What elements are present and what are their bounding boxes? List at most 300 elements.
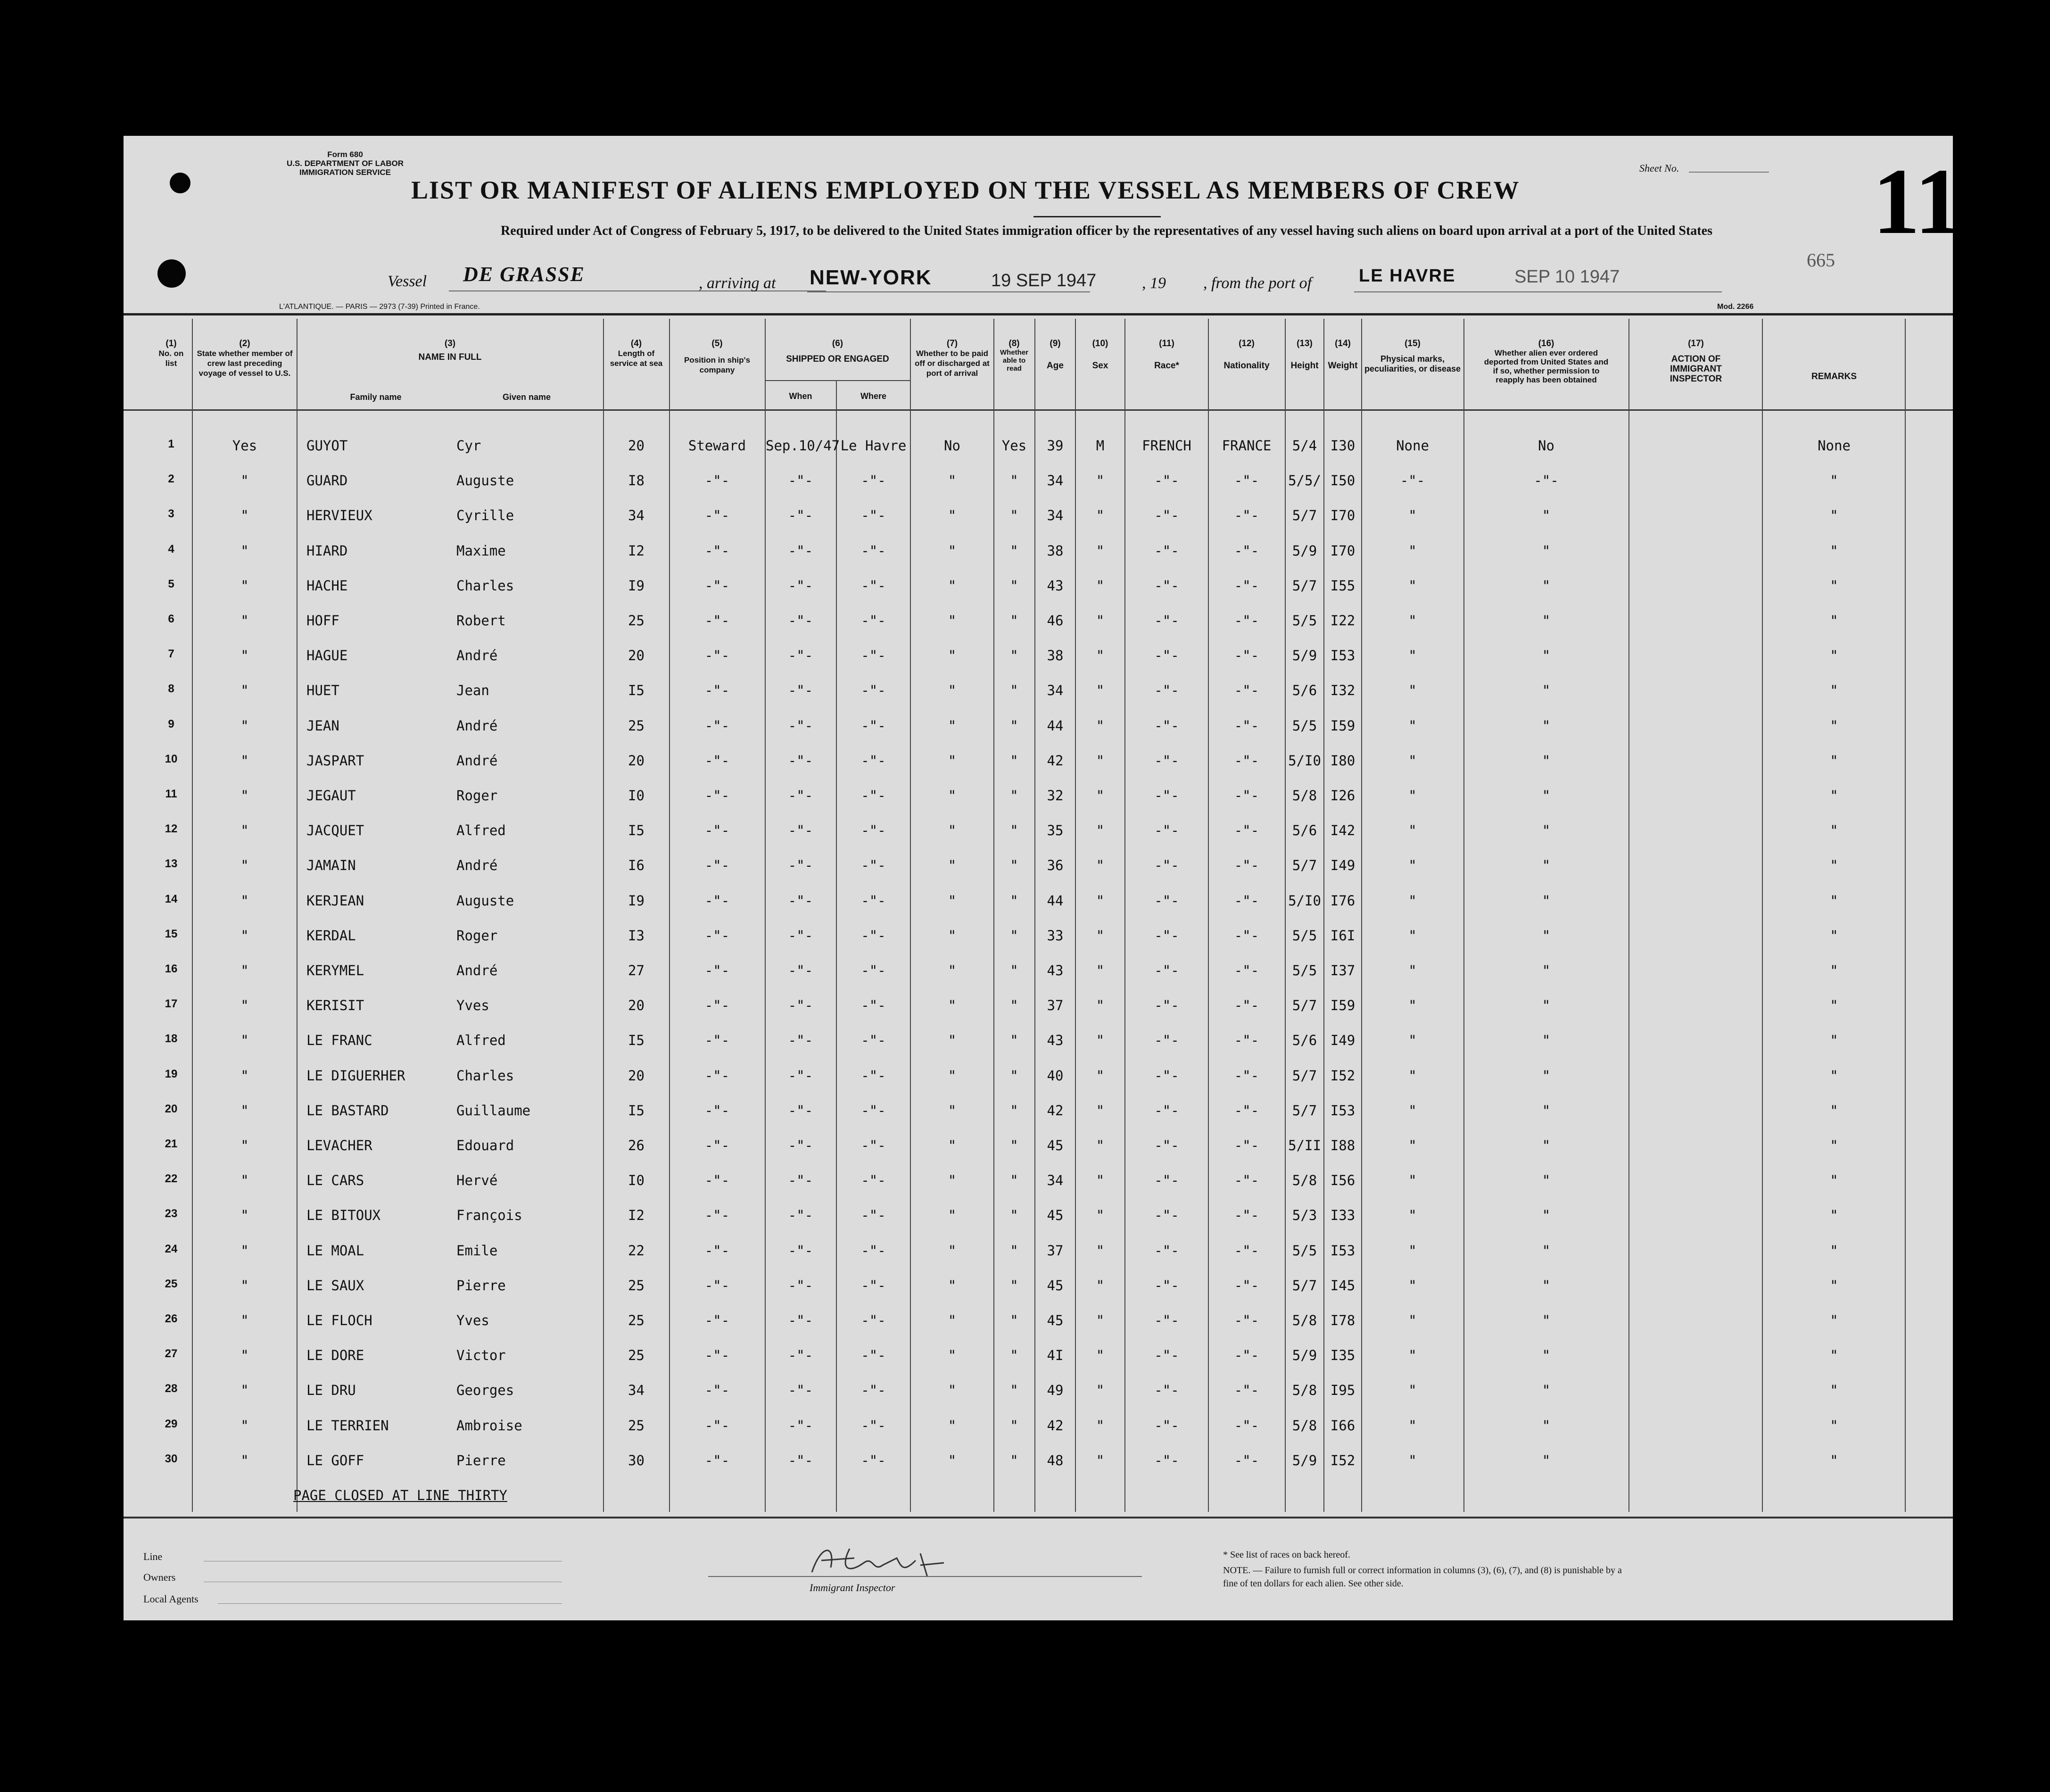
deported-status-cell: " (1542, 1382, 1551, 1398)
service-length-cell: 25 (628, 1312, 645, 1328)
row-number-cell: 6 (168, 613, 174, 625)
age-cell: 42 (1047, 1103, 1064, 1119)
nationality-cell: -"- (1234, 578, 1259, 594)
physical-marks-cell: -"- (1400, 473, 1425, 489)
sex-cell: " (1096, 1103, 1105, 1119)
weight-cell: I42 (1330, 822, 1356, 838)
shipped-when-cell: -"- (788, 1207, 813, 1223)
table-row (124, 1137, 1953, 1156)
row-number-cell: 15 (165, 928, 178, 940)
previous-voyage-cell: " (240, 1137, 249, 1153)
sex-cell: " (1096, 1452, 1105, 1468)
family-name-cell: KERYMEL (306, 962, 364, 979)
inspector-line (708, 1576, 1142, 1577)
column-divider (1034, 319, 1035, 1512)
age-cell: 43 (1047, 962, 1064, 979)
family-name-cell: LE BITOUX (306, 1207, 381, 1223)
given-name-cell: Auguste (456, 473, 514, 489)
col-6-header: (6) SHIPPED OR ENGAGED (786, 339, 889, 364)
shipped-where-cell: -"- (861, 1068, 886, 1084)
physical-marks-cell: " (1408, 1243, 1417, 1259)
sex-cell: " (1096, 928, 1105, 944)
remarks-cell: " (1830, 543, 1838, 559)
given-name-cell: Pierre (456, 1278, 506, 1294)
shipped-when-cell: -"- (788, 962, 813, 979)
sex-cell: " (1096, 997, 1105, 1013)
given-name-cell: Guillaume (456, 1103, 531, 1119)
remarks-cell: " (1830, 753, 1838, 769)
service-length-cell: I0 (628, 788, 645, 804)
race-cell: -"- (1154, 997, 1179, 1013)
row-number-cell: 29 (165, 1418, 178, 1430)
remarks-cell: " (1830, 1418, 1838, 1434)
weight-cell: I88 (1330, 1137, 1356, 1153)
position-cell: -"- (704, 578, 730, 594)
shipped-when-cell: -"- (788, 1278, 813, 1294)
physical-marks-cell: " (1408, 928, 1417, 944)
age-cell: 34 (1047, 682, 1064, 698)
nationality-cell: -"- (1234, 1278, 1259, 1294)
shipped-where-cell: -"- (861, 1103, 886, 1119)
remarks-header: REMARKS (1811, 372, 1857, 382)
punch-hole (170, 173, 190, 193)
title-rule (1033, 216, 1161, 217)
table-row (124, 473, 1953, 491)
family-name-cell: HOFF (306, 613, 339, 629)
column-divider (1905, 319, 1906, 1512)
previous-voyage-cell: " (240, 473, 249, 489)
col-14-header: (14) Weight (1328, 339, 1358, 371)
able-to-read-cell: " (1010, 1032, 1018, 1048)
shipped-where-cell: -"- (861, 1312, 886, 1328)
remarks-cell: " (1830, 473, 1838, 489)
family-name-cell: JAMAIN (306, 857, 356, 873)
remarks-cell: " (1830, 1137, 1838, 1153)
able-to-read-cell: " (1010, 822, 1018, 838)
given-name-cell: Charles (456, 578, 514, 594)
physical-marks-cell: " (1408, 1312, 1417, 1328)
race-cell: -"- (1154, 788, 1179, 804)
shipped-when-cell: -"- (788, 507, 813, 523)
service-length-cell: I9 (628, 578, 645, 594)
position-cell: -"- (704, 1278, 730, 1294)
given-name-cell: André (456, 753, 498, 769)
service-length-cell: I0 (628, 1172, 645, 1188)
family-name-cell: LE FLOCH (306, 1312, 372, 1328)
position-cell: -"- (704, 473, 730, 489)
table-row (124, 578, 1953, 597)
nationality-cell: -"- (1234, 753, 1259, 769)
given-name-cell: Cyr (456, 438, 481, 454)
table-row (124, 438, 1953, 456)
shipped-when-cell: -"- (788, 613, 813, 629)
col-2-header: (2) State whether member of crew last preceding voyage of vessel to U.S. (197, 339, 293, 378)
paid-off-cell: " (948, 507, 957, 523)
remarks-cell: " (1830, 928, 1838, 944)
age-cell: 40 (1047, 1068, 1064, 1084)
remarks-cell: " (1830, 1243, 1838, 1259)
paid-off-cell: No (944, 438, 960, 454)
family-name-cell: JEAN (306, 718, 339, 734)
table-row (124, 718, 1953, 737)
shipped-where-cell: -"- (861, 893, 886, 909)
row-number-cell: 3 (168, 507, 174, 520)
height-cell: 5/6 (1292, 682, 1317, 698)
height-cell: 5/5 (1292, 718, 1317, 734)
shipped-when-cell: -"- (788, 788, 813, 804)
shipped-where-cell: -"- (861, 788, 886, 804)
able-to-read-cell: " (1010, 928, 1018, 944)
service-length-cell: I3 (628, 928, 645, 944)
table-row (124, 647, 1953, 666)
row-number-cell: 27 (165, 1347, 178, 1360)
service-length-cell: I5 (628, 822, 645, 838)
physical-marks-cell: " (1408, 1103, 1417, 1119)
paid-off-cell: " (948, 753, 957, 769)
previous-voyage-cell: " (240, 822, 249, 838)
family-name-cell: GUYOT (306, 438, 348, 454)
age-cell: 42 (1047, 753, 1064, 769)
nationality-cell: -"- (1234, 1172, 1259, 1188)
age-cell: 45 (1047, 1278, 1064, 1294)
column-divider (1463, 319, 1464, 1512)
col-3-header: (3) NAME IN FULL (418, 339, 482, 362)
sex-cell: " (1096, 1137, 1105, 1153)
nationality-cell: -"- (1234, 1312, 1259, 1328)
shipped-where-cell: -"- (861, 1278, 886, 1294)
previous-voyage-cell: " (240, 543, 249, 559)
service-length-cell: 20 (628, 753, 645, 769)
row-number-cell: 7 (168, 647, 174, 660)
nationality-cell: -"- (1234, 473, 1259, 489)
column-divider (1628, 319, 1629, 1512)
remarks-cell: None (1818, 438, 1851, 454)
column-divider (765, 319, 766, 1512)
weight-cell: I49 (1330, 1032, 1356, 1048)
paid-off-cell: " (948, 1312, 957, 1328)
col-12-header: (12) Nationality (1223, 339, 1270, 371)
department: U.S. DEPARTMENT OF LABOR (286, 159, 404, 168)
paid-off-cell: " (948, 1103, 957, 1119)
paid-off-cell: " (948, 1347, 957, 1363)
position-cell: -"- (704, 1137, 730, 1153)
weight-cell: I66 (1330, 1418, 1356, 1434)
race-cell: -"- (1154, 1068, 1179, 1084)
family-name-cell: HUET (306, 682, 339, 698)
position-cell: -"- (704, 753, 730, 769)
row-number-cell: 9 (168, 718, 174, 730)
position-cell: -"- (704, 893, 730, 909)
service-length-cell: 34 (628, 507, 645, 523)
service-length-cell: I2 (628, 1207, 645, 1223)
weight-cell: I35 (1330, 1347, 1356, 1363)
age-cell: 45 (1047, 1137, 1064, 1153)
deported-status-cell: " (1542, 507, 1551, 523)
row-number-cell: 17 (165, 997, 178, 1010)
age-cell: 46 (1047, 613, 1064, 629)
col-11-header: (11) Race* (1154, 339, 1179, 371)
family-name-cell: GUARD (306, 473, 348, 489)
given-name-cell: Maxime (456, 543, 506, 559)
able-to-read-cell: " (1010, 1137, 1018, 1153)
given-name-cell: Roger (456, 928, 498, 944)
shipped-where-cell: -"- (861, 1243, 886, 1259)
nationality-cell: -"- (1234, 962, 1259, 979)
family-name-cell: HAGUE (306, 647, 348, 664)
height-cell: 5/7 (1292, 578, 1317, 594)
table-bottom-rule (124, 1517, 1953, 1518)
nationality-cell: -"- (1234, 1347, 1259, 1363)
able-to-read-cell: " (1010, 788, 1018, 804)
paid-off-cell: " (948, 1068, 957, 1084)
shipped-when-cell: -"- (788, 578, 813, 594)
nationality-cell: -"- (1234, 718, 1259, 734)
height-cell: 5/5 (1292, 1243, 1317, 1259)
col-7-header: (7) Whether to be paid off or discharged at port of arrival (915, 339, 990, 378)
printer-line: L'ATLANTIQUE. — PARIS — 2973 (7-39) Printed in France. (279, 303, 480, 311)
deported-status-cell: " (1542, 822, 1551, 838)
family-name-cell: LE MOAL (306, 1243, 364, 1259)
shipped-subrule (765, 380, 910, 381)
position-cell: -"- (704, 1382, 730, 1398)
shipped-when-cell: -"- (788, 857, 813, 873)
family-name-cell: LE BASTARD (306, 1103, 389, 1119)
race-cell: -"- (1154, 1103, 1179, 1119)
form-header (265, 150, 425, 177)
paid-off-cell: " (948, 1243, 957, 1259)
previous-voyage-cell: " (240, 997, 249, 1013)
deported-status-cell: " (1542, 997, 1551, 1013)
sex-cell: " (1096, 1032, 1105, 1048)
deported-status-cell: " (1542, 1207, 1551, 1223)
family-name-cell: KERISIT (306, 997, 364, 1013)
arrival-date-stamp: 19 SEP 1947 (991, 271, 1097, 290)
position-cell: -"- (704, 1068, 730, 1084)
race-cell: -"- (1154, 613, 1179, 629)
weight-cell: I78 (1330, 1312, 1356, 1328)
weight-cell: I49 (1330, 857, 1356, 873)
physical-marks-cell: " (1408, 1068, 1417, 1084)
remarks-cell: " (1830, 788, 1838, 804)
big-page-number: 11 (1873, 149, 1962, 254)
deported-status-cell: " (1542, 578, 1551, 594)
service-length-cell: I2 (628, 543, 645, 559)
able-to-read-cell: " (1010, 753, 1018, 769)
sheet-number-line (1689, 172, 1769, 173)
row-number-cell: 26 (165, 1312, 178, 1325)
vessel-label: Vessel (388, 273, 427, 290)
deported-status-cell: " (1542, 788, 1551, 804)
height-cell: 5/7 (1292, 1068, 1317, 1084)
age-cell: 44 (1047, 893, 1064, 909)
race-cell: -"- (1154, 857, 1179, 873)
paid-off-cell: " (948, 1032, 957, 1048)
remarks-cell: " (1830, 507, 1838, 523)
nationality-cell: FRANCE (1222, 438, 1272, 454)
able-to-read-cell: " (1010, 1452, 1018, 1468)
deported-status-cell: " (1542, 1278, 1551, 1294)
weight-cell: I26 (1330, 788, 1356, 804)
given-name-cell: Georges (456, 1382, 514, 1398)
age-cell: 37 (1047, 997, 1064, 1013)
sex-cell: " (1096, 682, 1105, 698)
race-cell: FRENCH (1142, 438, 1191, 454)
punch-hole (157, 259, 186, 288)
sex-cell: " (1096, 473, 1105, 489)
row-number-cell: 5 (168, 578, 174, 590)
previous-voyage-cell: " (240, 1312, 249, 1328)
race-cell: -"- (1154, 682, 1179, 698)
position-cell: -"- (704, 543, 730, 559)
shipped-where-cell: -"- (861, 1032, 886, 1048)
position-cell: -"- (704, 997, 730, 1013)
service-length-cell: 25 (628, 1418, 645, 1434)
weight-cell: I53 (1330, 1243, 1356, 1259)
given-name-cell: Yves (456, 997, 489, 1013)
able-to-read-cell: " (1010, 893, 1018, 909)
table-row (124, 997, 1953, 1016)
row-number-cell: 12 (165, 822, 178, 835)
weight-cell: I76 (1330, 893, 1356, 909)
paid-off-cell: " (948, 1137, 957, 1153)
height-cell: 5/I0 (1288, 893, 1321, 909)
able-to-read-cell: " (1010, 473, 1018, 489)
family-name-cell: LE SAUX (306, 1278, 364, 1294)
given-name-cell: André (456, 857, 498, 873)
service-length-cell: I5 (628, 682, 645, 698)
position-cell: -"- (704, 1207, 730, 1223)
able-to-read-cell: " (1010, 718, 1018, 734)
height-cell: 5/9 (1292, 1347, 1317, 1363)
deported-status-cell: " (1542, 1418, 1551, 1434)
shipped-where-cell: -"- (861, 1418, 886, 1434)
height-cell: 5/5 (1292, 613, 1317, 629)
age-cell: 42 (1047, 1418, 1064, 1434)
service-length-cell: 30 (628, 1452, 645, 1468)
row-number-cell: 13 (165, 857, 178, 870)
remarks-cell: " (1830, 1382, 1838, 1398)
family-name-cell: JASPART (306, 753, 364, 769)
column-divider (1208, 319, 1209, 1512)
deported-status-cell: " (1542, 1103, 1551, 1119)
service-length-cell: 20 (628, 1068, 645, 1084)
deported-status-cell: " (1542, 1032, 1551, 1048)
age-cell: 34 (1047, 1172, 1064, 1188)
col-10-header: (10) Sex (1092, 339, 1108, 371)
given-name-cell: Robert (456, 613, 506, 629)
row-number-cell: 20 (165, 1103, 178, 1115)
shipped-when-cell: -"- (788, 822, 813, 838)
weight-cell: I37 (1330, 962, 1356, 979)
race-cell: -"- (1154, 578, 1179, 594)
given-name-cell: Emile (456, 1243, 498, 1259)
position-cell: -"- (704, 1312, 730, 1328)
previous-voyage-cell: " (240, 613, 249, 629)
local-agents-label: Local Agents (143, 1593, 198, 1605)
family-name-cell: LE FRANC (306, 1032, 372, 1048)
nationality-cell: -"- (1234, 613, 1259, 629)
position-cell: -"- (704, 1172, 730, 1188)
column-divider (993, 319, 994, 1512)
weight-cell: I33 (1330, 1207, 1356, 1223)
physical-marks-cell: " (1408, 788, 1417, 804)
service-length-cell: 20 (628, 647, 645, 664)
previous-voyage-cell: " (240, 753, 249, 769)
deported-status-cell: " (1542, 1172, 1551, 1188)
weight-cell: I32 (1330, 682, 1356, 698)
paid-off-cell: " (948, 543, 957, 559)
table-row (124, 1103, 1953, 1121)
remarks-cell: " (1830, 962, 1838, 979)
paid-off-cell: " (948, 928, 957, 944)
vessel-name: DE GRASSE (463, 263, 585, 286)
service-length-cell: 27 (628, 962, 645, 979)
weight-cell: I59 (1330, 997, 1356, 1013)
weight-cell: I56 (1330, 1172, 1356, 1188)
able-to-read-cell: " (1010, 1172, 1018, 1188)
deported-status-cell: " (1542, 543, 1551, 559)
height-cell: 5/4 (1292, 438, 1317, 454)
previous-voyage-cell: " (240, 1382, 249, 1398)
weight-cell: I70 (1330, 507, 1356, 523)
height-cell: 5/8 (1292, 1312, 1317, 1328)
shipped-where-cell: -"- (861, 1382, 886, 1398)
row-number-cell: 23 (165, 1207, 178, 1220)
page-closed-note: PAGE CLOSED AT LINE THIRTY (293, 1487, 507, 1503)
position-cell: -"- (704, 647, 730, 664)
service-length-cell: 20 (628, 438, 645, 454)
table-row (124, 682, 1953, 701)
able-to-read-cell: " (1010, 543, 1018, 559)
race-cell: -"- (1154, 822, 1179, 838)
race-cell: -"- (1154, 718, 1179, 734)
nationality-cell: -"- (1234, 1137, 1259, 1153)
column-divider (297, 319, 298, 1512)
mod-number: Mod. 2266 (1717, 303, 1754, 311)
age-cell: 45 (1047, 1312, 1064, 1328)
row-number-cell: 19 (165, 1068, 178, 1080)
table-row (124, 1452, 1953, 1471)
previous-voyage-cell: " (240, 647, 249, 664)
physical-marks-cell: " (1408, 507, 1417, 523)
shipped-where-cell: -"- (861, 857, 886, 873)
sex-cell: " (1096, 1312, 1105, 1328)
race-cell: -"- (1154, 1312, 1179, 1328)
nationality-cell: -"- (1234, 1452, 1259, 1468)
column-divider (1285, 319, 1286, 1512)
position-cell: -"- (704, 1452, 730, 1468)
nationality-cell: -"- (1234, 682, 1259, 698)
given-name-cell: Charles (456, 1068, 514, 1084)
remarks-cell: " (1830, 1278, 1838, 1294)
deported-status-cell: " (1542, 1243, 1551, 1259)
given-name-cell: Alfred (456, 1032, 506, 1048)
weight-cell: I50 (1330, 473, 1356, 489)
arriving-line (807, 291, 1090, 292)
table-row (124, 1172, 1953, 1191)
age-cell: 49 (1047, 1382, 1064, 1398)
nationality-cell: -"- (1234, 1243, 1259, 1259)
table-row (124, 928, 1953, 946)
race-cell: -"- (1154, 753, 1179, 769)
family-name-header: Family name (350, 392, 402, 402)
nationality-cell: -"- (1234, 1103, 1259, 1119)
race-cell: -"- (1154, 962, 1179, 979)
shipped-when-cell: -"- (788, 1382, 813, 1398)
previous-voyage-cell: " (240, 1452, 249, 1468)
given-name-cell: André (456, 647, 498, 664)
inspector-label: Immigrant Inspector (810, 1582, 895, 1593)
